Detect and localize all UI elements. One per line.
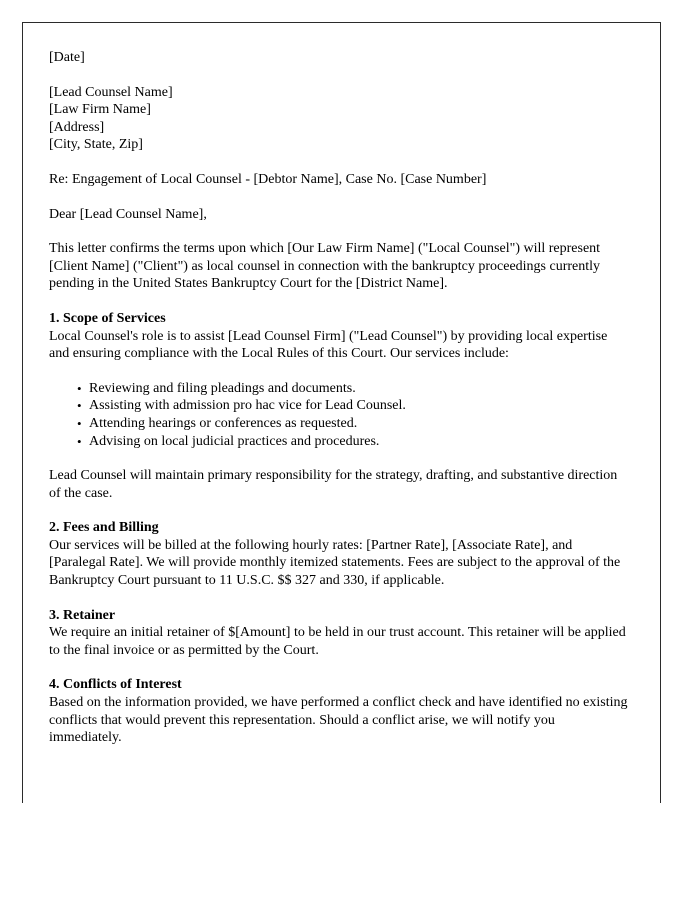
section-heading-2: 2. Fees and Billing xyxy=(49,520,159,536)
responsibility-paragraph-block xyxy=(49,467,629,502)
section-heading-4: 4. Conflicts of Interest xyxy=(49,677,182,693)
section-fees-and-billing xyxy=(49,519,629,589)
document-page xyxy=(22,22,661,803)
recipient-address-block xyxy=(49,84,629,154)
list-item: • Assisting with admission pro hac vice for Lead Counsel. xyxy=(49,397,629,415)
subject-line-block xyxy=(49,171,629,189)
recipient-name: [Lead Counsel Name] xyxy=(49,84,173,100)
document-body xyxy=(49,49,629,764)
intro-paragraph: This letter confirms the terms upon which [Our Law Firm Name] ("Local Counsel") will represent [Client Name] ("Client") as local counsel in connection with the bankruptcy proceedings currently pending in the United States Bankruptcy Court for the [District Name]. xyxy=(49,241,601,292)
recipient-address: [Address] xyxy=(49,119,105,135)
list-item: • Attending hearings or conferences as requested. xyxy=(49,415,629,433)
recipient-firm: [Law Firm Name] xyxy=(49,102,151,118)
salutation-block xyxy=(49,206,629,224)
services-list xyxy=(49,380,629,450)
list-item: • Advising on local judicial practices and procedures. xyxy=(49,433,629,451)
intro-paragraph-block xyxy=(49,240,629,293)
section-heading-1: 1. Scope of Services xyxy=(49,310,166,326)
section-retainer xyxy=(49,607,629,660)
subject-line: Re: Engagement of Local Counsel - [Debtor Name], Case No. [Case Number] xyxy=(49,171,487,187)
section-scope-of-services xyxy=(49,310,629,363)
salutation: Dear [Lead Counsel Name], xyxy=(49,206,207,222)
date-line: [Date] xyxy=(49,50,85,65)
section-body-4: Based on the information provided, we have performed a conflict check and have identified no existing conflicts that would prevent this representation. Should a conflict arise, we will notify you immediately. xyxy=(49,695,628,746)
section-heading-3: 3. Retainer xyxy=(49,607,116,623)
recipient-city-state-zip: [City, State, Zip] xyxy=(49,137,143,153)
section-body-3: We require an initial retainer of $[Amount] to be held in our trust account. This retainer will be applied to the final invoice or as permitted by the Court. xyxy=(49,625,626,658)
section-conflicts-of-interest xyxy=(49,676,629,746)
section-body-1: Local Counsel's role is to assist [Lead Counsel Firm] ("Lead Counsel") by providing local expertise and ensuring compliance with the Local Rules of this Court. Our services include: xyxy=(49,328,608,362)
date-block xyxy=(49,49,629,67)
section-body-2: Our services will be billed at the following hourly rates: [Partner Rate], [Associate Rate], and [Paralegal Rate]. We will provide monthly itemized statements. Fees are subject to the approval of the Bankruptcy Court pursuant to 11 U.S.C. $$ 327 and 330, if applicable. xyxy=(49,537,621,589)
list-item: • Reviewing and filing pleadings and documents. xyxy=(49,380,629,398)
responsibility-paragraph: Lead Counsel will maintain primary responsibility for the strategy, drafting, and substantive direction of the case. xyxy=(49,468,618,501)
